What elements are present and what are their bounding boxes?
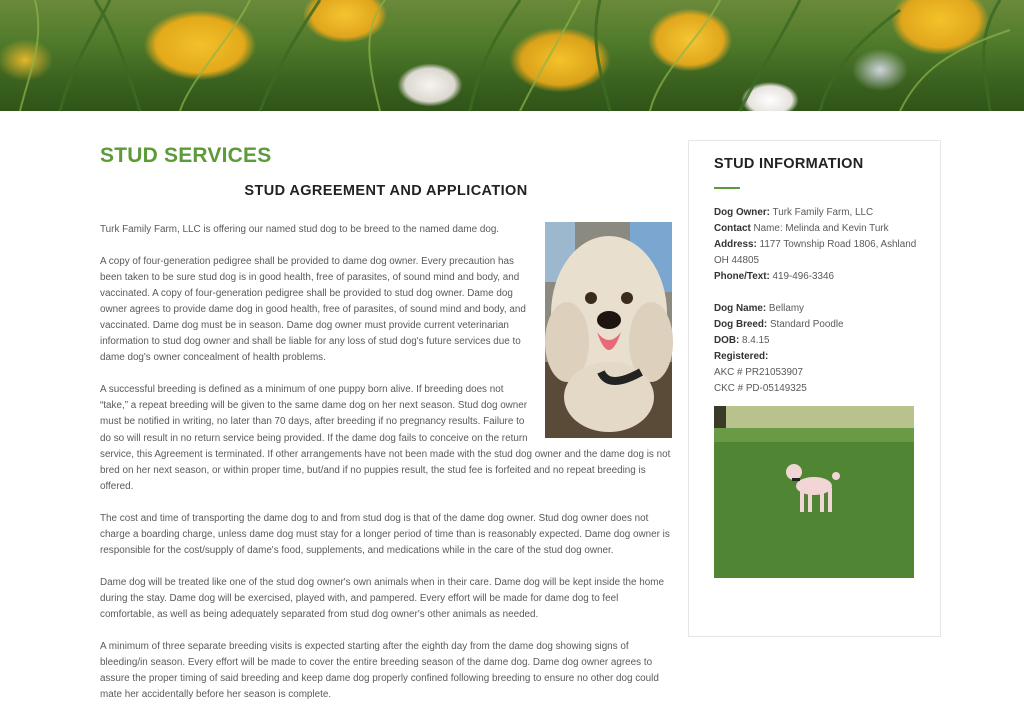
stud-dog-field-photo <box>714 406 914 578</box>
agreement-body <box>100 222 672 719</box>
stud-dog-portrait-photo <box>545 222 672 438</box>
agreement-paragraph-3: A successful breeding is defined as a minimum of one puppy born alive. If breeding does not “take,” a repeat breeding will be given to the same dame dog on her next season. Stud dog owner must be notified in writing, no later than 70 days, after breeding if no pregnancy results. Failure to do so will result in no return service being provided. If the dame dog fails to conceive on the return service, this Agreement is terminated. If other arrangements have not been made with the stud dog owner and the dame dog is not bred on her next season, or within proper time, but/and if no puppies result, the stud fee is forfeited and no repeat breeding is offered. <box>100 384 671 492</box>
dog-details-block <box>714 301 929 397</box>
dog-breed-label: Dog Breed: <box>714 319 768 330</box>
stud-information-sidebar <box>688 140 941 637</box>
dog-name-label: Dog Name: <box>714 303 767 314</box>
contact-value: Name: Melinda and Kevin Turk <box>750 223 889 234</box>
phone-value: 419-496-3346 <box>769 271 835 282</box>
page-title: STUD SERVICES <box>100 144 272 167</box>
agreement-paragraph-4: The cost and time of transporting the dame dog to and from stud dog is that of the dame dog owner. Stud dog owner does not charge a boarding charge, unless dame dog must stay for a longer period of time than is reasonably expected. Dame dog owner is responsible for the cost/supply of dame's food, supplements, and medications while in the care of the stud dog owner. <box>100 512 670 556</box>
contact-label: Contact <box>714 223 751 234</box>
grass-flowers-image <box>0 0 1024 111</box>
dob-label: DOB: <box>714 335 740 346</box>
dob-value: 8.4.15 <box>739 335 770 346</box>
sidebar-title-underline <box>714 187 740 189</box>
registered-line <box>714 349 929 365</box>
owner-line <box>714 205 929 221</box>
dog-breed-value: Standard Poodle <box>767 319 844 330</box>
dog-breed-line <box>714 317 929 333</box>
agreement-paragraph-6: A minimum of three separate breeding visits is expected starting after the eighth day from the dame dog showing signs of bleeding/in season. Every effort will be made to cover the entire breeding season of the dame dog. Dame dog owner agrees to assure the proper timing of said breeding and keep dame dog properly confined following breeding to ensure no other dog could mate her accidentally before her season is complete. <box>100 640 659 701</box>
owner-contact-block <box>714 205 929 285</box>
owner-label: Dog Owner: <box>714 207 770 218</box>
address-label: Address: <box>714 239 757 250</box>
stud-info-list <box>714 205 929 413</box>
phone-line <box>714 269 929 285</box>
dog-name-value: Bellamy <box>766 303 804 314</box>
agreement-paragraph-2: A copy of four-generation pedigree shall be provided to dame dog owner. Every precaution has been taken to be sure stud dog is in good health, free of parasites, of sound mind and body, and vaccinated. A copy of four-generation pedigree shall be provided to stud dog owner. Dame dog owner agrees to provide dame dog in good health, free of parasites, of sound mind and body, and vaccinated. Dame dog must be in season. Dame dog owner must provide current veterinarian information to stud dog owner and shall be liable for any loss of stud dog's future services due to dame dog's owner concealment of health problems. <box>100 256 526 364</box>
address-value: 1177 Township Road 1806, Ashland OH 44805 <box>714 239 917 266</box>
phone-label: Phone/Text: <box>714 271 770 282</box>
dob-line <box>714 333 929 349</box>
address-line <box>714 237 929 269</box>
sidebar-title: STUD INFORMATION <box>714 156 864 172</box>
agreement-paragraph-5: Dame dog will be treated like one of the stud dog owner's own animals when in their care. Dame dog will be kept inside the home during the stay. Dame dog will be exercised, played with, and pampered. Every effort will be made for dame dog to feel comfortable, as well as being adequately separated from stud dog owner's other animals as needed. <box>100 576 664 620</box>
registered-label: Registered: <box>714 351 769 362</box>
contact-line <box>714 221 929 237</box>
header-banner <box>0 0 1024 111</box>
agreement-title: STUD AGREEMENT AND APPLICATION <box>244 183 528 199</box>
ckc-number: CKC # PD-05149325 <box>714 383 807 394</box>
dog-name-line <box>714 301 929 317</box>
owner-value: Turk Family Farm, LLC <box>769 207 874 218</box>
akc-number: AKC # PR21053907 <box>714 367 803 378</box>
agreement-paragraph-1: Turk Family Farm, LLC is offering our named stud dog to be breed to the named dame dog. <box>100 224 500 235</box>
